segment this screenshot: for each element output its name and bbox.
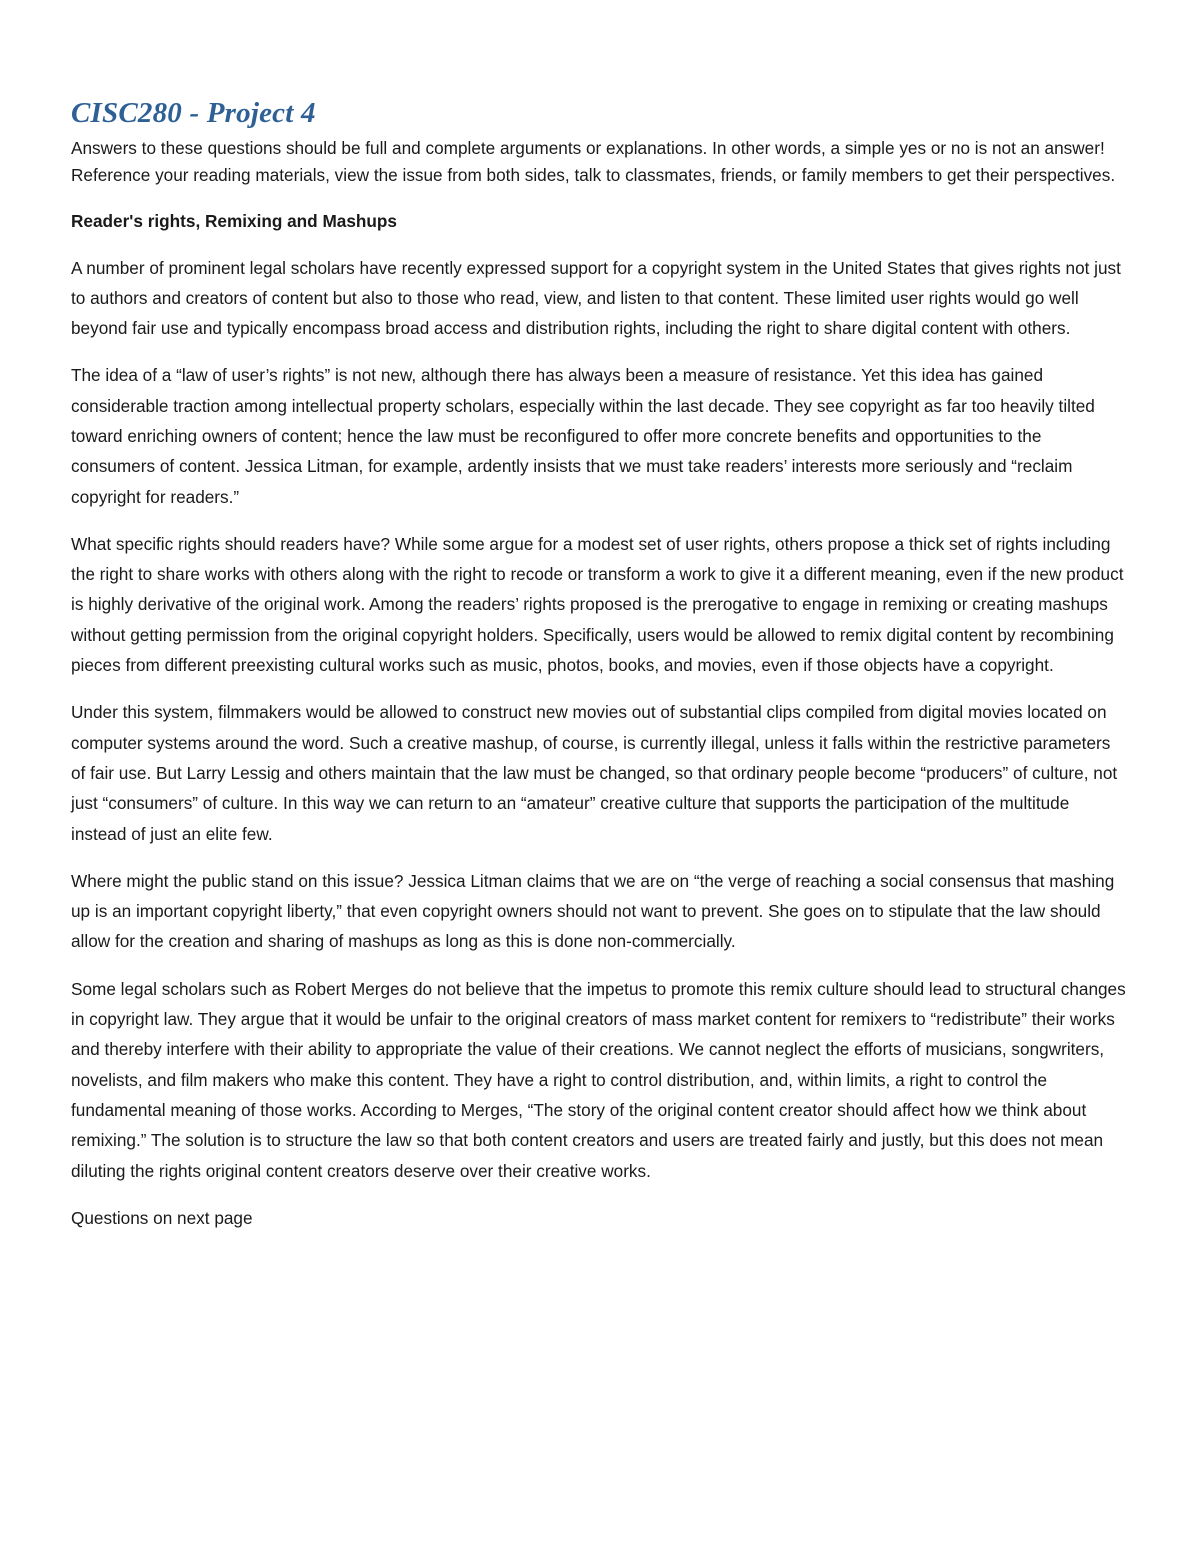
body-paragraph-5: Where might the public stand on this issue? Jessica Litman claims that we are on “the verge of reaching a social consensus that mashing up is an important copyright liberty,” that even copyright owners should not want to prevent. She goes on to stipulate that the law should allow for the creation and sharing of mashups as long as this is done non-commercially. — [71, 870, 1115, 952]
intro-paragraph: Answers to these questions should be full and complete arguments or explanations. In other words, a simple yes or no is not an answer! Reference your reading materials, view the issue from both sides, talk to classmates, friends, or family members to get their perspectives. — [71, 138, 1116, 185]
footer-note: Questions on next page — [71, 1207, 253, 1228]
body-paragraph-3: What specific rights should readers have? While some argue for a modest set of user rights, others propose a thick set of rights including the right to share works with others along with the right to recode or transform a work to give it a different meaning, even if the new product is highly derivative of the original work. Among the readers’ rights proposed is the prerogative to engage in remixing or creating mashups without getting permission from the original copyright holders. Specifically, users would be allowed to remix digital content by recombining pieces from different preexisting cultural works such as music, photos, books, and movies, even if those objects have a copyright. — [71, 533, 1124, 676]
body-paragraph-2: The idea of a “law of user’s rights” is not new, although there has always been a measure of resistance. Yet this idea has gained considerable traction among intellectual property scholars, especially within the last decade. They see copyright as far too heavily tilted toward enriching owners of content; hence the law must be reconfigured to offer more concrete benefits and opportunities to the consumers of content. Jessica Litman, for example, ardently insists that we must take readers’ interests more seriously and “reclaim copyright for readers.” — [71, 365, 1095, 507]
page-title: CISC280 - Project 4 — [71, 97, 316, 129]
section-heading: Reader's rights, Remixing and Mashups — [71, 211, 397, 231]
body-paragraph-6: Some legal scholars such as Robert Merges do not believe that the impetus to promote this remix culture should lead to structural changes in copyright law. They argue that it would be unfair to the original creators of mass market content for remixers to “redistribute” their works and thereby interfere with their ability to appropriate the value of their creations. We cannot neglect the efforts of musicians, songwriters, novelists, and film makers who make this content. They have a right to control distribution, and, within limits, a right to control the fundamental meaning of those works. According to Merges, “The story of the original content creator should affect how we think about remixing.” The solution is to structure the law so that both content creators and users are treated fairly and justly, but this does not mean diluting the rights original content creators deserve over their creative works. — [71, 978, 1126, 1181]
body-paragraph-1: A number of prominent legal scholars have recently expressed support for a copyright system in the United States that gives rights not just to authors and creators of content but also to those who read, view, and listen to that content. These limited user rights would go well beyond fair use and typically encompass broad access and distribution rights, including the right to share digital content with others. — [71, 257, 1121, 339]
body-paragraph-4: Under this system, filmmakers would be allowed to construct new movies out of substantial clips compiled from digital movies located on computer systems around the word. Such a creative mashup, of course, is currently illegal, unless it falls within the restrictive parameters of fair use. But Larry Lessig and others maintain that the law must be changed, so that ordinary people become “producers” of culture, not just “consumers” of culture. In this way we can return to an “amateur” creative culture that supports the participation of the multitude instead of just an elite few. — [71, 702, 1118, 844]
